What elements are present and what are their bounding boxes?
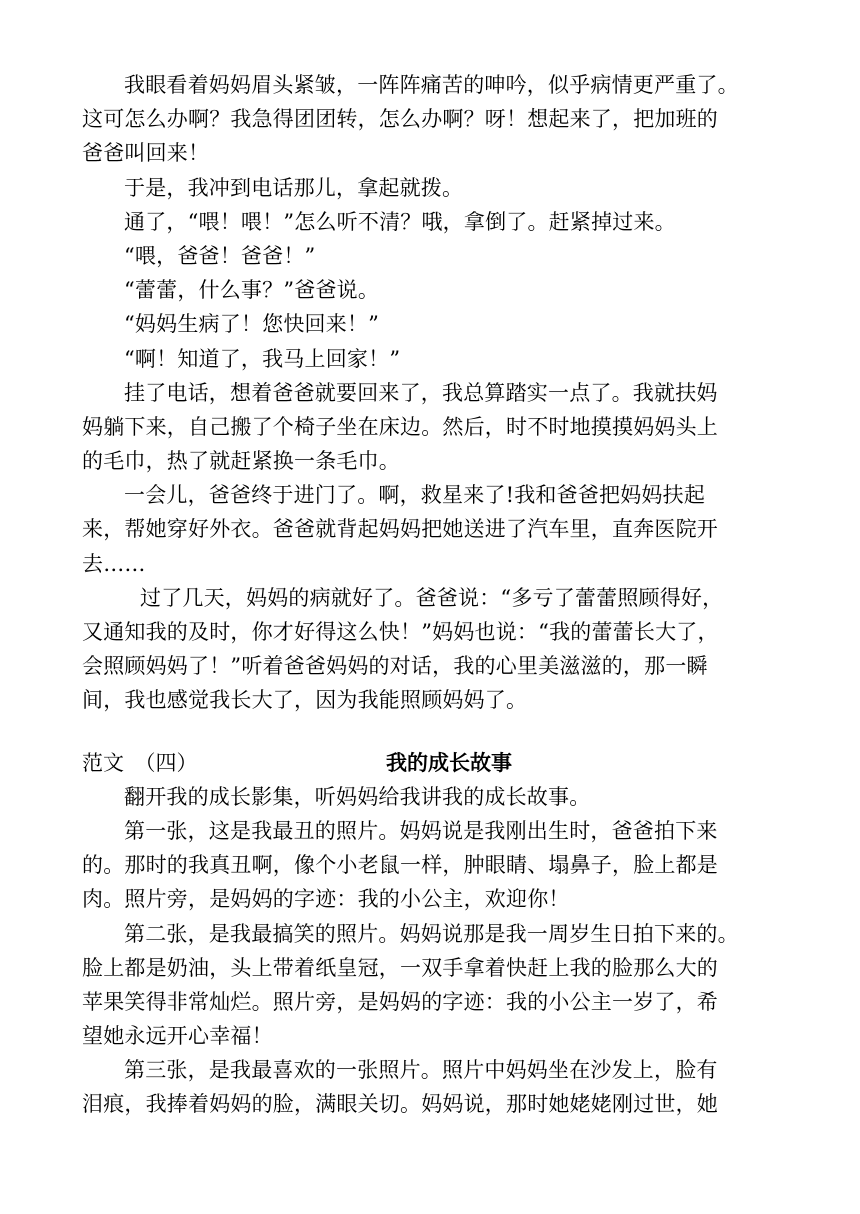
paragraph-line: 的毛巾，热了就赶紧换一条毛巾。 (82, 449, 400, 474)
paragraph-line: 这可怎么办啊？我急得团团转，怎么办啊？呀！想起来了，把加班的 (82, 107, 718, 132)
section-gap (82, 718, 782, 746)
paragraph-line: 脸上都是奶油，头上带着纸皇冠，一双手拿着快赶上我的脸那么大的 (82, 955, 718, 980)
section-title: 我的成长故事 (386, 749, 512, 775)
section-heading (82, 746, 782, 780)
paragraph-line: 来，帮她穿好外衣。爸爸就背起妈妈把她送进了汽车里，直奔医院开 (82, 517, 718, 542)
paragraph-line: 我眼看着妈妈眉头紧皱，一阵阵痛苦的呻吟，似乎病情更严重了。 (124, 73, 739, 97)
paragraph-line: 于是，我冲到电话那儿，拿起就拨。 (124, 175, 464, 200)
paragraph-line: 间，我也感觉我长大了，因为我能照顾妈妈了。 (82, 688, 528, 713)
dialogue-line: “蕾蕾，什么事？”爸爸说。 (124, 278, 380, 303)
dialogue-line: “喂，爸爸！爸爸！” (124, 243, 316, 268)
paragraph-line: 第三张，是我最喜欢的一张照片。照片中妈妈坐在沙发上，脸有 (124, 1058, 718, 1083)
dialogue-line: “啊！知道了，我马上回家！” (124, 346, 401, 371)
paragraph-line: 去…… (82, 551, 146, 576)
paragraph-line: 会照顾妈妈了！”听着爸爸妈妈的对话，我的心里美滋滋的，那一瞬 (82, 654, 708, 679)
paragraph-line: 妈躺下来，自己搬了个椅子坐在床边。然后，时不时地摸摸妈妈头上 (82, 414, 718, 439)
paragraph-line: 爸爸叫回来！ (82, 141, 210, 166)
paragraph-line: 又通知我的及时，你才好得这么快！”妈妈也说：“我的蕾蕾长大了， (82, 620, 719, 644)
paragraph-line: 泪痕，我捧着妈妈的脸，满眼关切。妈妈说，那时她姥姥刚过世，她 (82, 1092, 718, 1117)
paragraph-line: 一会儿，爸爸终于进门了。啊，救星来了!我和爸爸把妈妈扶起 (124, 483, 706, 508)
paragraph-line: 第一张，这是我最丑的照片。妈妈说是我刚出生时，爸爸拍下来 (124, 818, 718, 843)
paragraph-line: 翻开我的成长影集，听妈妈给我讲我的成长故事。 (124, 784, 591, 809)
paragraph-line: 苹果笑得非常灿烂。照片旁，是妈妈的字迹：我的小公主一岁了，希 (82, 989, 718, 1014)
dialogue-line: “妈妈生病了！您快回来！” (124, 312, 380, 337)
paragraph-line: 的。那时的我真丑啊，像个小老鼠一样，肿眼睛、塌鼻子，脸上都是 (82, 853, 718, 878)
paragraph-line: 望她永远开心幸福！ (82, 1024, 273, 1049)
paragraph-line: 过了几天，妈妈的病就好了。爸爸说：“多亏了蕾蕾照顾得好， (140, 585, 724, 610)
paragraph-line: 肉。照片旁，是妈妈的字迹：我的小公主，欢迎你！ (82, 887, 570, 912)
paragraph-line: 第二张，是我最搞笑的照片。妈妈说那是我一周岁生日拍下来的。 (124, 921, 739, 946)
section-label: 范文 （四） (82, 750, 198, 775)
paragraph-line: 通了，“喂！喂！”怎么听不清？哦，拿倒了。赶紧掉过来。 (124, 209, 676, 234)
paragraph-line: 挂了电话，想着爸爸就要回来了，我总算踏实一点了。我就扶妈 (124, 380, 718, 405)
document-page (82, 68, 782, 1122)
